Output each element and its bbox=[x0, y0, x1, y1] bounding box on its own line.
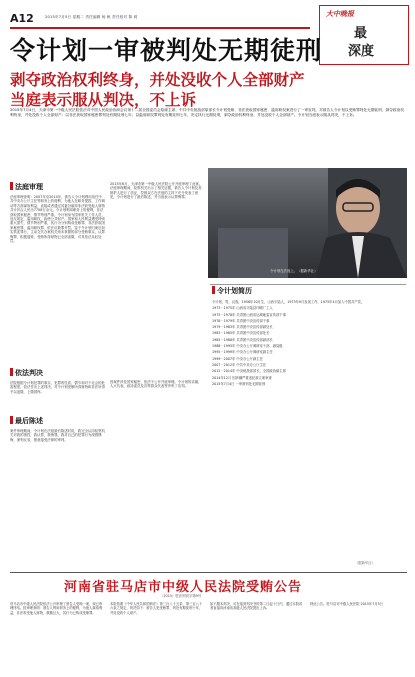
page-meta: 2015年7月5日 星期二 责任编辑 杨 帆 责任校对 陈 莉 bbox=[45, 15, 138, 19]
section-title-text: 最后陈述 bbox=[15, 417, 43, 425]
timeline-title bbox=[212, 286, 252, 296]
notice-column: 驻马店市中级人民法院依法公开审理了被告人受贿一案，现已审理终结。经审理查明：被告人利用职务上的便利，为他人谋取利益，非法收受他人财物，数额巨大，其行为已构成受贿罪。 bbox=[10, 602, 103, 615]
news-photo bbox=[208, 168, 407, 278]
section-title bbox=[10, 416, 105, 426]
section-block bbox=[10, 368, 105, 417]
notice-column: 如不服本判决，可在接到判决书的第二日起十日内，通过本院或者直接向河南省高级人民法院提出上诉。 bbox=[210, 602, 303, 611]
notice-subtitle: （2015）驻法刑初字第9号 bbox=[160, 594, 202, 598]
body-column: 2015年6月，天津市第一中级人民法院公开开庭审理了此案。法庭审理期间，检察机关出示了相关证据，被告人令计划及其辩护人进行了质证，控辩双方在法庭的主持下充分发表了意见，令计划进行了最后陈述，并当庭表示认罪悔罪。 bbox=[110, 182, 203, 200]
section-title-text: 法庭审理 bbox=[15, 183, 43, 191]
section-marker bbox=[10, 416, 13, 424]
timeline-item: 1978－1979年 共青团中央宣传部干事 bbox=[212, 318, 270, 323]
section-text: 案件审理期间，令计划在法庭最后陈述时说，我完全认同检察机关对我的指控，我认罪，我悔罪。我对自己的犯罪行为深感懊悔，深刻反省，愿意接受法律的审判。 bbox=[10, 429, 105, 442]
timeline-title-text: 令计划简历 bbox=[217, 287, 252, 295]
section-title-text: 依法判决 bbox=[15, 369, 43, 377]
notice-column: 本院依照《中华人民共和国刑法》第三百八十五条、第三百八十六条之规定，判决如下：被告人犯受贿罪，判处有期徒刑十年，并处没收个人财产。 bbox=[110, 602, 203, 615]
timeline-item: 1979－1983年 共青团中央宣传部副处长 bbox=[212, 325, 273, 330]
notice-column: 特此公告。驻马店市中级人民法院 2015年7月5日 bbox=[310, 602, 383, 606]
section-label-top: 最 bbox=[354, 26, 368, 41]
section-badge bbox=[319, 5, 409, 65]
header-rule bbox=[10, 27, 310, 29]
section-text: 法庭审理查明：2007年至2014年，被告人令计划利用担任中共中央办公厅主任等职务上的便利，为他人在职务提拔、工作调动等方面谋取利益，直接或者通过其妻谷丽萍非法收受他人财物共计折合人民币7708万余元。令计划利用职务上的便利，非法获取国家秘密，情节特别严重。令计划身为国家机关工作人员，违反规定，滥用职权，致使公共财产、国家和人民利益遭受特别重大损失，情节特别严重，其行为分别构成受贿罪、非法获取国家秘密罪、滥用职权罪，依法应数罪并罚。鉴于令计划归案后如实供述罪行，主动交代办案机关尚未掌握的部分受贿事实，认罪悔罪，积极退赃，受贿所得财物已全部追缴，对其依法从轻处罚。 bbox=[10, 195, 105, 244]
notice-title: 河南省驻马店市中级人民法院受贿公告 bbox=[64, 580, 303, 595]
timeline-item: 令计划，男，汉族，1956年10月生，山西平陆人，1973年9月参加工作，1975年4月加入中国共产党。 bbox=[212, 300, 365, 304]
lead-paragraph: 2015年7月4日，天津市第一中级人民法院依法对中国人民政治协商会议第十二届全国委员会原副主席、中共中央统战部原部长令计划受贿、非法获取国家秘密、滥用职权案进行了一审宣判，对被告人令计划以受贿罪判处无期徒刑，剥夺政治权利终身，并处没收个人全部财产；以非法获取国家秘密罪判处有期徒刑七年；以滥用职权罪判处有期徒刑七年，决定执行无期徒刑，剥夺政治权利终身，并处没收个人全部财产。令计划当庭表示服从判决，不上诉。 bbox=[10, 108, 404, 117]
timeline-item: 2012－2014年 中央统战部部长、全国政协副主席 bbox=[212, 369, 286, 374]
timeline-item: 1999－2007年 中央办公厅副主任 bbox=[212, 356, 263, 361]
timeline-item: 1985－1988年 共青团中央宣传部副部长 bbox=[212, 337, 273, 342]
timeline-item: 2015年7月4日 一审被判处无期徒刑 bbox=[212, 381, 266, 386]
section-title bbox=[10, 182, 105, 192]
timeline-item: 1983－1985年 共青团中央宣传部处长 bbox=[212, 331, 270, 336]
headline: 令计划一审被判处无期徒刑 bbox=[10, 36, 323, 65]
subheadline: 当庭表示服从判决，不上诉 bbox=[10, 91, 197, 109]
section-block bbox=[10, 416, 105, 569]
source-credit: （据新华社） bbox=[355, 561, 375, 565]
timeline-item: 1975－1978年 共青团山西省运城地委宣传部干事 bbox=[212, 312, 286, 317]
timeline-item: 2007－2012年 中共中央办公厅主任 bbox=[212, 362, 267, 367]
newspaper-logo: 大中晚报 bbox=[326, 9, 354, 18]
timeline-list bbox=[212, 300, 404, 388]
timeline-item: 1988－1995年 中央办公厅调研室干部、副局级 bbox=[212, 344, 283, 349]
section-title bbox=[10, 368, 105, 378]
section-marker bbox=[212, 286, 215, 294]
section-marker bbox=[10, 368, 13, 376]
bottom-rule bbox=[10, 572, 407, 573]
section-marker bbox=[10, 182, 13, 190]
section-text: 法院根据令计划犯罪的事实、犯罪的性质、情节和对于社会的危害程度，依法作出上述判决。对令计划受贿所得财物和非法所得予以追缴，上缴国库。 bbox=[10, 381, 105, 394]
section-block bbox=[10, 182, 105, 373]
page-number: A12 bbox=[10, 12, 34, 25]
section-label: 深度 bbox=[348, 44, 375, 59]
photo-illustration bbox=[208, 168, 407, 278]
timeline-item: 1995－1999年 中央办公厅调研室副主任 bbox=[212, 350, 273, 355]
timeline-item: 1973－1975年 山西省平陆县印刷厂工人 bbox=[212, 306, 273, 311]
timeline-item: 2014年12月 因涉嫌严重违纪被立案审查 bbox=[212, 375, 272, 380]
photo-caption: 令计划在法庭上。（据新华社） bbox=[270, 269, 318, 273]
subheadline: 剥夺政治权利终身，并处没收个人全部财产 bbox=[10, 71, 305, 89]
body-column: 因案件涉及国家秘密，依法不公开开庭审理。令计划的亲属、人大代表、政协委员及各界群众代表等旁听了宣判。 bbox=[110, 380, 202, 389]
